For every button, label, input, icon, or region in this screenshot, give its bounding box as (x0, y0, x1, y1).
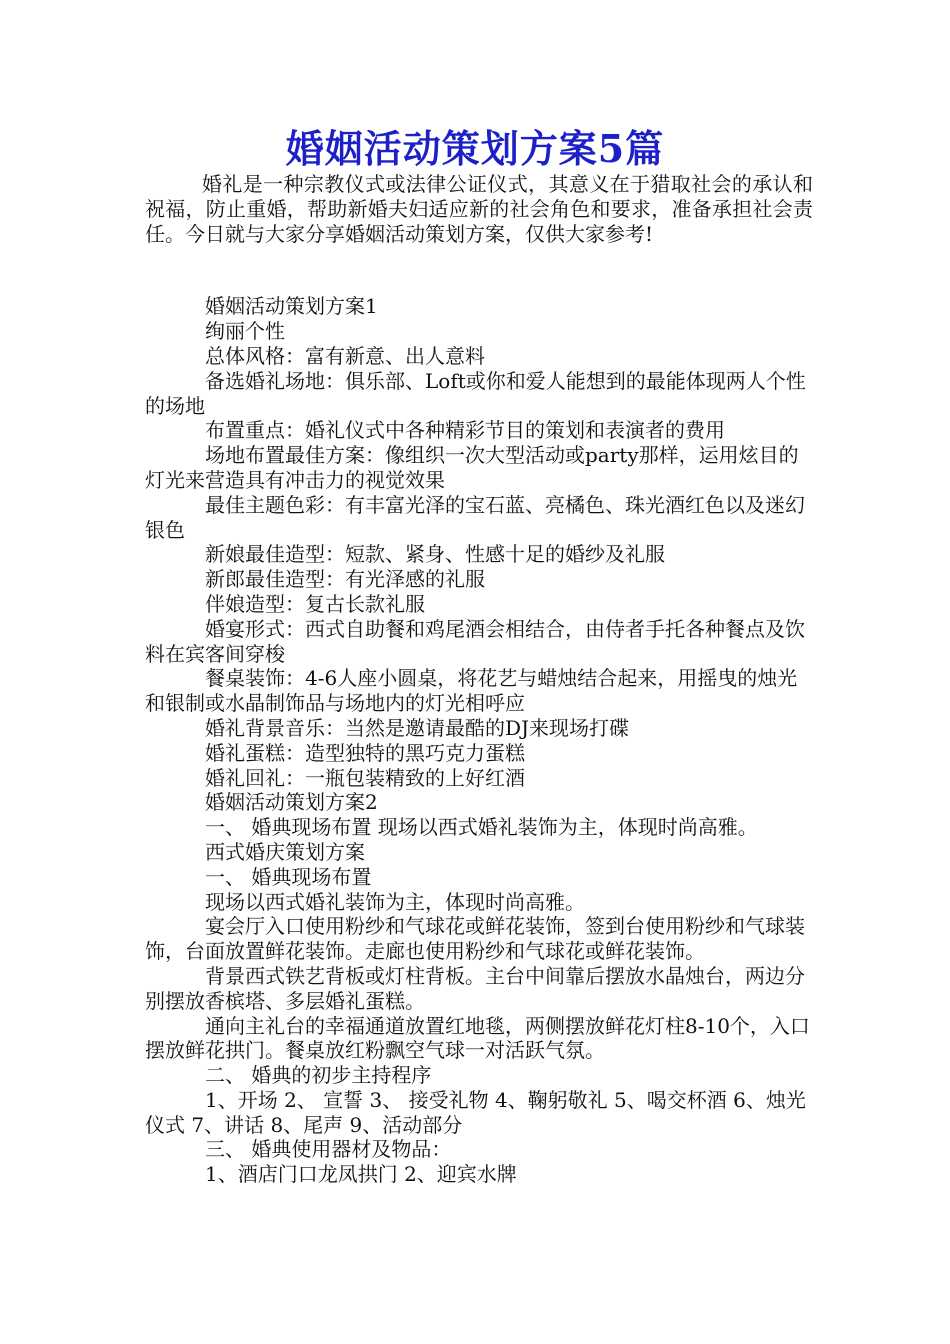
program-steps: 1、开场 2、 宣誓 3、 接受礼物 4、鞠躬敬礼 5、喝交杯酒 6、烛光仪式 7、讲话 8、尾声 9、活动部分 (145, 1087, 806, 1137)
banquet-format: 婚宴形式：西式自助餐和鸡尾酒会相结合，由侍者手托各种餐点及饮料在宾客间穿梭 (145, 616, 805, 666)
style-name: 绚丽个性 (205, 319, 285, 344)
equipment-list: 1、酒店门口龙凤拱门 2、迎宾水牌 (205, 1162, 517, 1187)
aisle-decor: 通向主礼台的幸福通道放置红地毯，两侧摆放鲜花灯柱8-10个，入口摆放鲜花拱门。餐桌放红粉飘空气球一对活跃气氛。 (145, 1013, 810, 1063)
section-heading-plan-2: 婚姻活动策划方案2 (205, 790, 378, 815)
document-body (145, 172, 813, 1187)
intro-paragraph: 婚礼是一种宗教仪式或法律公证仪式，其意义在于猎取社会的承认和祝福，防止重婚，帮助新婚夫妇适应新的社会角色和要求，准备承担社会责任。今日就与大家分享婚姻活动策划方案，仅供大家参考! (145, 172, 813, 246)
wedding-cake: 婚礼蛋糕：造型独特的黑巧克力蛋糕 (205, 740, 525, 765)
venue-setup-heading: 一、 婚典现场布置 (205, 864, 372, 889)
section-heading-plan-1: 婚姻活动策划方案1 (205, 294, 378, 319)
western-plan-heading: 西式婚庆策划方案 (205, 839, 365, 864)
layout-focus: 布置重点：婚礼仪式中各种精彩节目的策划和表演者的费用 (205, 418, 725, 443)
bridesmaid-look: 伴娘造型：复古长款礼服 (205, 591, 425, 616)
table-decor: 餐桌装饰：4-6人座小圆桌，将花艺与蜡烛结合起来，用摇曳的烛光和银制或水晶制饰品与场地内的灯光相呼应 (145, 666, 798, 716)
groom-look: 新郎最佳造型：有光泽感的礼服 (205, 567, 485, 592)
theme-colors: 最佳主题色彩：有丰富光泽的宝石蓝、亮橘色、珠光酒红色以及迷幻银色 (145, 492, 805, 542)
venue-style: 现场以西式婚礼装饰为主，体现时尚高雅。 (205, 889, 585, 914)
equipment-heading: 三、 婚典使用器材及物品： (205, 1137, 452, 1162)
backdrop-decor: 背景西式铁艺背板或灯柱背板。主台中间靠后摆放水晶烛台，两边分别摆放香槟塔、多层婚礼蛋糕。 (145, 963, 805, 1013)
entrance-decor: 宴会厅入口使用粉纱和气球花或鲜花装饰，签到台使用粉纱和气球装饰，台面放置鲜花装饰。走廊也使用粉纱和气球花或鲜花装饰。 (145, 914, 805, 964)
overall-style: 总体风格：富有新意、出人意料 (205, 343, 485, 368)
background-music: 婚礼背景音乐：当然是邀请最酷的DJ来现场打碟 (205, 715, 630, 740)
venue-setup-summary: 一、 婚典现场布置 现场以西式婚礼装饰为主，体现时尚高雅。 (205, 815, 758, 840)
document-title: 婚姻活动策划方案5篇 (285, 126, 665, 171)
paragraph-spacer (145, 246, 813, 294)
bride-look: 新娘最佳造型：短款、紧身、性感十足的婚纱及礼服 (205, 542, 665, 567)
venue-options: 备选婚礼场地：俱乐部、Loft或你和爱人能想到的最能体现两人个性的场地 (145, 368, 806, 418)
program-heading: 二、 婚典的初步主持程序 (205, 1063, 432, 1088)
venue-layout-plan: 场地布置最佳方案：像组织一次大型活动或party那样，运用炫目的灯光来营造具有冲击力的视觉效果 (145, 443, 799, 492)
return-gift: 婚礼回礼：一瓶包装精致的上好红酒 (205, 765, 525, 790)
